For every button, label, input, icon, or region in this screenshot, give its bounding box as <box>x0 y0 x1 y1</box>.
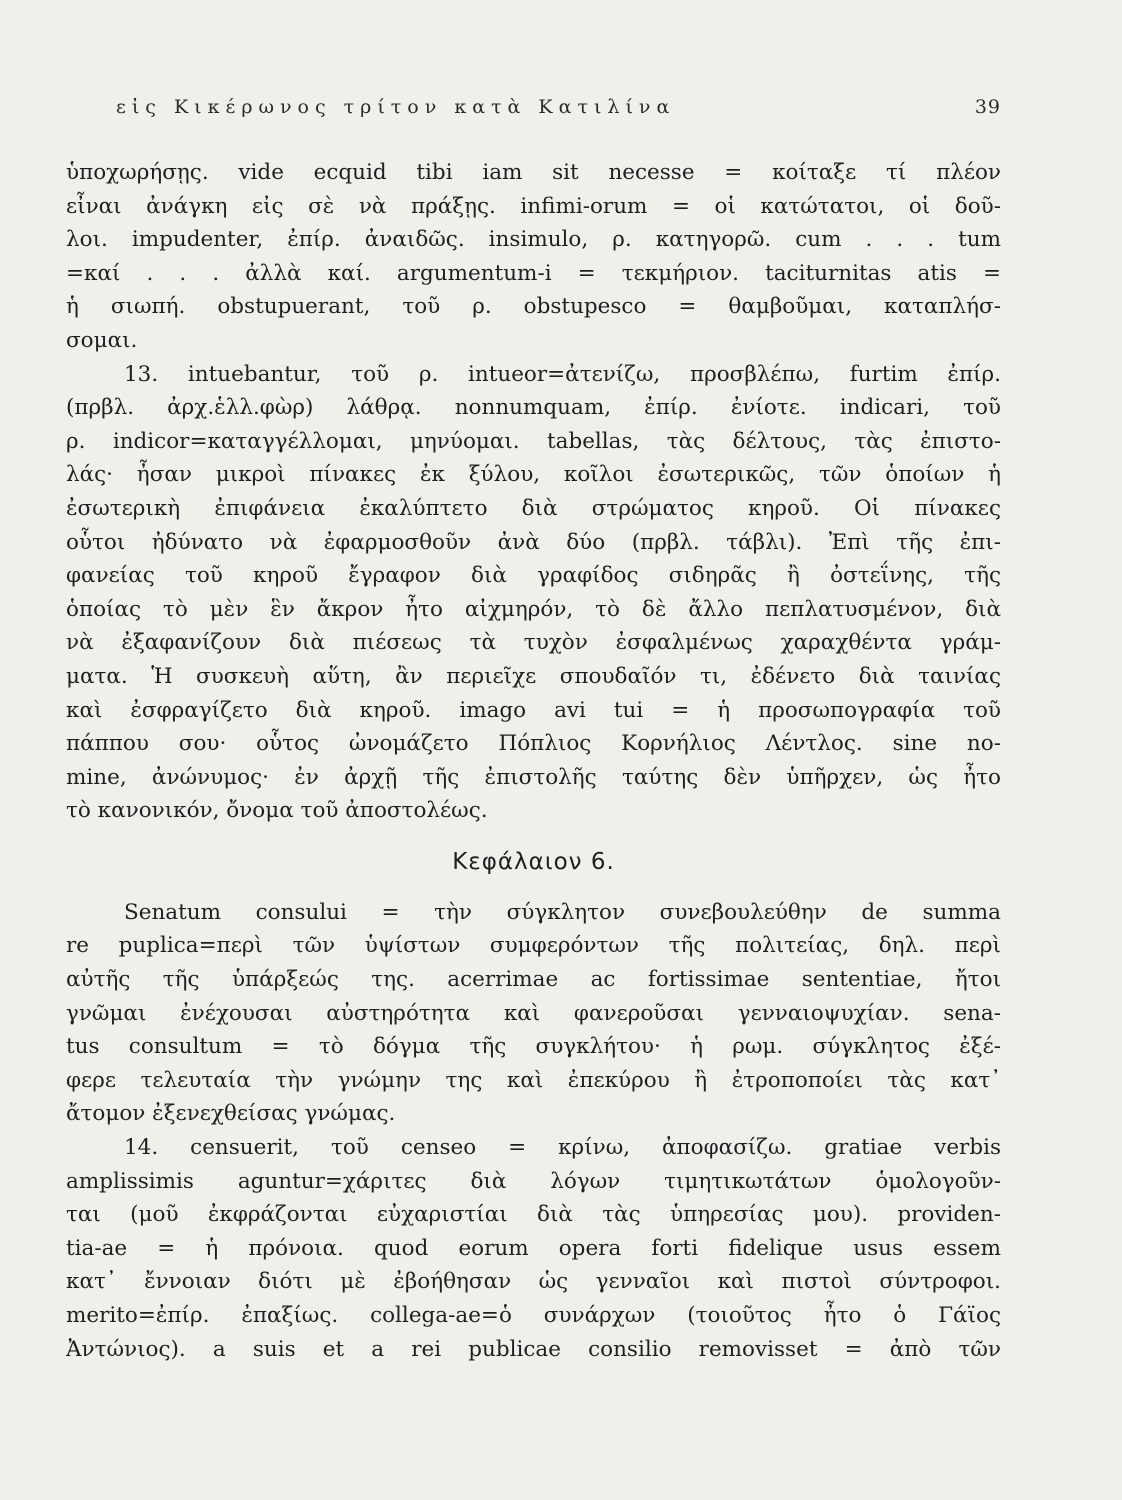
text-line: re puplica=περὶ τῶν ὑψίστων συμφερόντων τῆς πολιτείας, δηλ. περὶ <box>66 933 1001 959</box>
book-page <box>66 96 1001 1366</box>
text-line: γνῶμαι ἐνέχουσαι αὐστηρότητα καὶ φανεροῦσαι γενναιοψυχίαν. sena- <box>66 1000 1001 1026</box>
text-line: ἡ σιωπή. obstupuerant, τοῦ ρ. obstupesco = θαμβοῦμαι, καταπλήσ- <box>66 294 1001 320</box>
text-line: πάππου σου· οὗτος ὠνομάζετο Πόπλιος Κορνήλιος Λέντλος. sine no- <box>66 731 1001 757</box>
text-line: ὑποχωρήσῃς. vide ecquid tibi iam sit necesse = κοίταξε τί πλέον <box>66 160 1001 185</box>
text-line: Ἀντώνιος). a suis et a rei publicae consilio removisset = ἀπὸ τῶν <box>66 1336 1001 1362</box>
text-line: εἶναι ἀνάγκη εἰς σὲ νὰ πράξῃς. infimi-orum = οἱ κατώτατοι, οἱ δοῦ- <box>66 193 1001 219</box>
page-number: 39 <box>974 96 1001 118</box>
paragraph-block-1 <box>66 156 1001 358</box>
text-line: λοι. impudenter, ἐπίρ. ἀναιδῶς. insimulo, ρ. κατηγορῶ. cum . . . tum <box>66 227 1001 253</box>
text-line: φανείας τοῦ κηροῦ ἔγραφον διὰ γραφίδος σιδηρᾶς ἢ ὀστεΐνης, τῆς <box>66 563 1001 589</box>
text-line: ὁποίας τὸ μὲν ἓν ἄκρον ἦτο αἰχμηρόν, τὸ δὲ ἄλλο πεπλατυσμένον, διὰ <box>66 596 1001 622</box>
text-line: tia-ae = ἡ πρόνοια. quod eorum opera forti fidelique usus essem <box>66 1235 1001 1261</box>
text-line: τὸ κανονικόν, ὄνομα τοῦ ἀποστολέως. <box>66 798 488 824</box>
text-line: οὗτοι ἠδύνατο νὰ ἐφαρμοσθοῦν ἀνὰ δύο (πρβλ. τάβλι). Ἐπὶ τῆς ἐπι- <box>66 529 1001 555</box>
text-line: ἐσωτερικὴ ἐπιφάνεια ἐκαλύπτετο διὰ στρώματος κηροῦ. Οἱ πίνακες <box>66 495 1001 521</box>
text-line: =καί . . . ἀλλὰ καί. argumentum-i = τεκμήριον. taciturnitas atis = <box>66 260 1001 286</box>
paragraph-block-3 <box>66 896 1001 1131</box>
text-line: σομαι. <box>66 327 138 353</box>
chapter-heading: Κεφάλαιον 6. <box>452 848 615 875</box>
text-line: ται (μοῦ ἐκφράζονται εὐχαριστίαι διὰ τὰς ὑπηρεσίας μου). providen- <box>66 1202 1001 1228</box>
text-line: 14. censuerit, τοῦ censeo = κρίνω, ἀποφασίζω. gratiae verbis <box>124 1135 1001 1161</box>
text-line: tus consultum = τὸ δόγμα τῆς συγκλήτου· ἡ ρωμ. σύγκλητος ἐξέ- <box>66 1034 1001 1060</box>
text-line: Senatum consului = τὴν σύγκλητον συνεβουλεύθην de summa <box>124 899 1001 925</box>
text-line: κατ᾽ ἔννοιαν διότι μὲ ἐβοήθησαν ὡς γενναῖοι καὶ πιστοὶ σύντροφοι. <box>66 1269 1001 1295</box>
paragraph-block-2 <box>66 358 1001 828</box>
text-line: καὶ ἐσφραγίζετο διὰ κηροῦ. imago avi tui = ἡ προσωπογραφία τοῦ <box>66 697 1001 723</box>
text-line: ρ. indicor=καταγγέλλομαι, μηνύομαι. tabellas, τὰς δέλτους, τὰς ἐπιστο- <box>66 428 1001 454</box>
text-line: νὰ ἐξαφανίζουν διὰ πιέσεως τὰ τυχὸν ἐσφαλμένως χαραχθέντα γράμ- <box>66 630 1001 656</box>
text-line: ματα. Ἡ συσκευὴ αὕτη, ἂν περιεῖχε σπουδαῖόν τι, ἐδένετο διὰ ταινίας <box>66 663 1001 689</box>
text-line: φερε τελευταία τὴν γνώμην της καὶ ἐπεκύρου ἢ ἐτροποποίει τὰς κατ᾽ <box>66 1067 1001 1093</box>
paragraph-block-4 <box>66 1131 1001 1366</box>
running-title: εἰς Κικέρωνος τρίτον κατὰ Κατιλίνα <box>116 96 676 118</box>
text-line: 13. intuebantur, τοῦ ρ. intueor=ἀτενίζω, προσβλέπω, furtim ἐπίρ. <box>124 361 1001 387</box>
text-line: ἄτομον ἐξενεχθείσας γνώμας. <box>66 1101 396 1127</box>
text-line: (πρβλ. ἀρχ.ἑλλ.φὼρ) λάθρᾳ. nonnumquam, ἐπίρ. ἐνίοτε. indicari, τοῦ <box>66 395 1001 421</box>
text-line: merito=ἐπίρ. ἐπαξίως. collega-ae=ὁ συνάρχων (τοιοῦτος ἦτο ὁ Γάϊος <box>66 1303 1001 1328</box>
text-line: amplissimis aguntur=χάριτες διὰ λόγων τιμητικωτάτων ὁμολογοῦν- <box>66 1168 1001 1194</box>
text-line: λάς· ἦσαν μικροὶ πίνακες ἐκ ξύλου, κοῖλοι ἐσωτερικῶς, τῶν ὁποίων ἡ <box>66 462 1001 488</box>
running-head <box>66 96 1001 132</box>
page-body <box>66 156 1001 1366</box>
text-line: mine, ἀνώνυμος· ἐν ἀρχῇ τῆς ἐπιστολῆς ταύτης δὲν ὑπῆρχεν, ὡς ἦτο <box>66 764 1001 790</box>
text-line: αὐτῆς τῆς ὑπάρξεώς της. acerrimae ac fortissimae sententiae, ἤτοι <box>66 967 1001 993</box>
